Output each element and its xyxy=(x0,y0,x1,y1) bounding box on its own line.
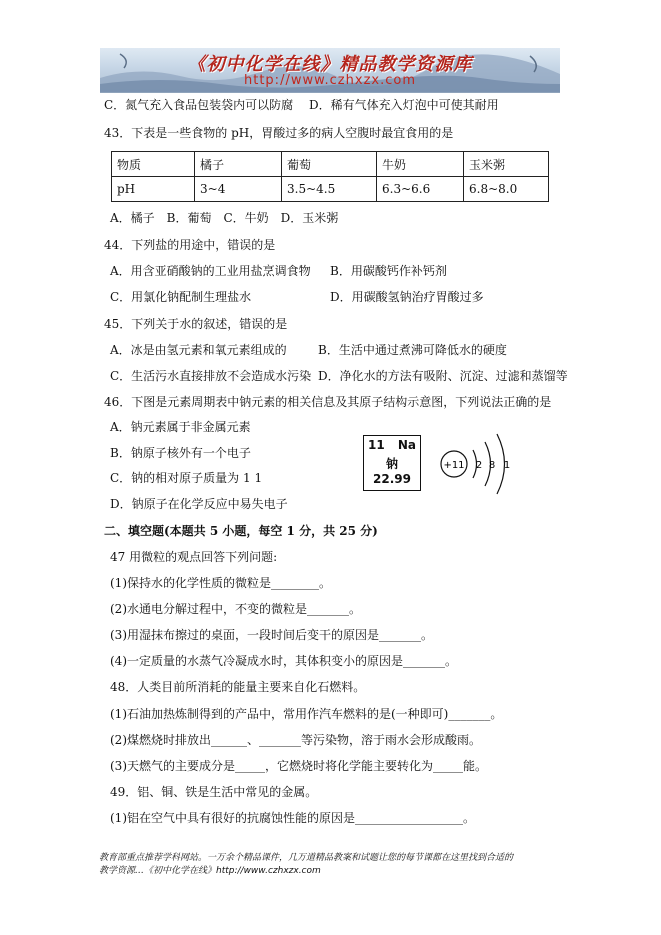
q48-part-1: (1)石油加热炼制得到的产品中，常用作汽车燃料的是(一种即可)_______。 xyxy=(110,707,503,721)
table-cell: 葡萄 xyxy=(282,152,377,177)
q43-stem: 43．下表是一些食物的 pH，胃酸过多的病人空腹时最宜食用的是 xyxy=(104,126,454,140)
q48-part-2: (2)煤燃烧时排放出______、_______等污染物，溶于雨水会形成酸雨。 xyxy=(110,733,482,747)
table-cell: 3.5~4.5 xyxy=(282,177,377,202)
q45-stem: 45．下列关于水的叙述，错误的是 xyxy=(104,317,288,331)
q49-part-1: (1)铝在空气中具有很好的抗腐蚀性能的原因是__________________。 xyxy=(110,811,475,825)
q46-option-d: D．钠原子在化学反应中易失电子 xyxy=(110,497,288,511)
banner-url: http://www.czhxzx.com xyxy=(244,73,416,88)
table-cell: 物质 xyxy=(112,152,195,177)
q46-option-b: B．钠原子核外有一个电子 xyxy=(110,446,251,460)
element-symbol: Na xyxy=(397,438,416,452)
atomic-mass: 22.99 xyxy=(373,472,411,486)
page-footer xyxy=(99,852,569,878)
q46-option-c: C．钠的相对原子质量为 1 1 xyxy=(110,471,263,485)
nucleus-charge: +11 xyxy=(443,460,465,471)
element-name: 钠 xyxy=(385,457,398,471)
q44-option-c: C．用氯化钠配制生理盐水 xyxy=(110,290,252,304)
table-row xyxy=(112,177,549,202)
q44-option-d: D．用碳酸氢钠治疗胃酸过多 xyxy=(330,290,484,304)
table-cell: 橘子 xyxy=(195,152,282,177)
q48-stem: 48．人类目前所消耗的能量主要来自化石燃料。 xyxy=(110,680,366,694)
atomic-structure-diagram xyxy=(440,428,520,498)
q45-option-d: D．净化水的方法有吸附、沉淀、过滤和蒸馏等 xyxy=(318,369,568,383)
q47-part-2: (2)水通电分解过程中，不变的微粒是_______。 xyxy=(110,602,361,616)
ph-table xyxy=(111,151,549,202)
table-cell: 3~4 xyxy=(195,177,282,202)
q47-part-3: (3)用湿抹布擦过的桌面，一段时间后变干的原因是_______。 xyxy=(110,628,434,642)
table-header-row xyxy=(112,152,549,177)
q46-option-a: A．钠元素属于非金属元素 xyxy=(110,420,251,434)
section-2-heading: 二、填空题(本题共 5 小题，每空 1 分，共 25 分) xyxy=(104,524,378,538)
q44-option-b: B．用碳酸钙作补钙剂 xyxy=(330,264,447,278)
q45-option-c: C．生活污水直接排放不会造成水污染 xyxy=(110,369,312,383)
q45-option-b: B．生活中通过煮沸可降低水的硬度 xyxy=(318,343,507,357)
q47-part-4: (4)一定质量的水蒸气冷凝成水时，其体积变小的原因是_______。 xyxy=(110,654,458,668)
banner-title: 《初中化学在线》精品教学资源库 xyxy=(187,54,473,75)
shell-count-3: 1 xyxy=(503,460,511,471)
atomic-number: 11 xyxy=(368,438,385,452)
q47-stem: 47 用微粒的观点回答下列问题: xyxy=(110,550,278,564)
q44-option-a: A．用含亚硝酸钠的工业用盐烹调食物 xyxy=(110,264,311,278)
table-cell: 牛奶 xyxy=(377,152,464,177)
periodic-table-cell xyxy=(363,435,421,491)
table-cell: pH xyxy=(112,177,195,202)
footer-line-1: 教育部重点推荐学科网站。一万余个精品课件，几万道精品教案和试题让您的每节课都在这里找到合适的 xyxy=(99,853,514,863)
header-banner xyxy=(100,48,560,93)
q45-option-a: A．冰是由氢元素和氧元素组成的 xyxy=(110,343,287,357)
q47-part-1: (1)保持水的化学性质的微粒是________。 xyxy=(110,576,331,590)
q43-options: A．橘子 B．葡萄 C．牛奶 D．玉米粥 xyxy=(110,211,339,225)
q46-stem: 46．下图是元素周期表中钠元素的相关信息及其原子结构示意图，下列说法正确的是 xyxy=(104,395,552,409)
shell-count-1: 2 xyxy=(475,460,483,471)
q48-part-3: (3)天燃气的主要成分是_____，它燃烧时将化学能主要转化为_____能。 xyxy=(110,759,488,773)
table-cell: 6.3~6.6 xyxy=(377,177,464,202)
table-cell: 玉米粥 xyxy=(464,152,549,177)
table-cell: 6.8~8.0 xyxy=(464,177,549,202)
shell-count-2: 8 xyxy=(488,460,496,471)
q42-options-cd: C．氮气充入食品包装袋内可以防腐 D．稀有气体充入灯泡中可使其耐用 xyxy=(104,98,499,112)
footer-line-2: 教学资源…《初中化学在线》http://www.czhxzx.com xyxy=(99,866,321,876)
q44-stem: 44．下列盐的用途中，错误的是 xyxy=(104,238,276,252)
q49-stem: 49．铝、铜、铁是生活中常见的金属。 xyxy=(110,785,318,799)
